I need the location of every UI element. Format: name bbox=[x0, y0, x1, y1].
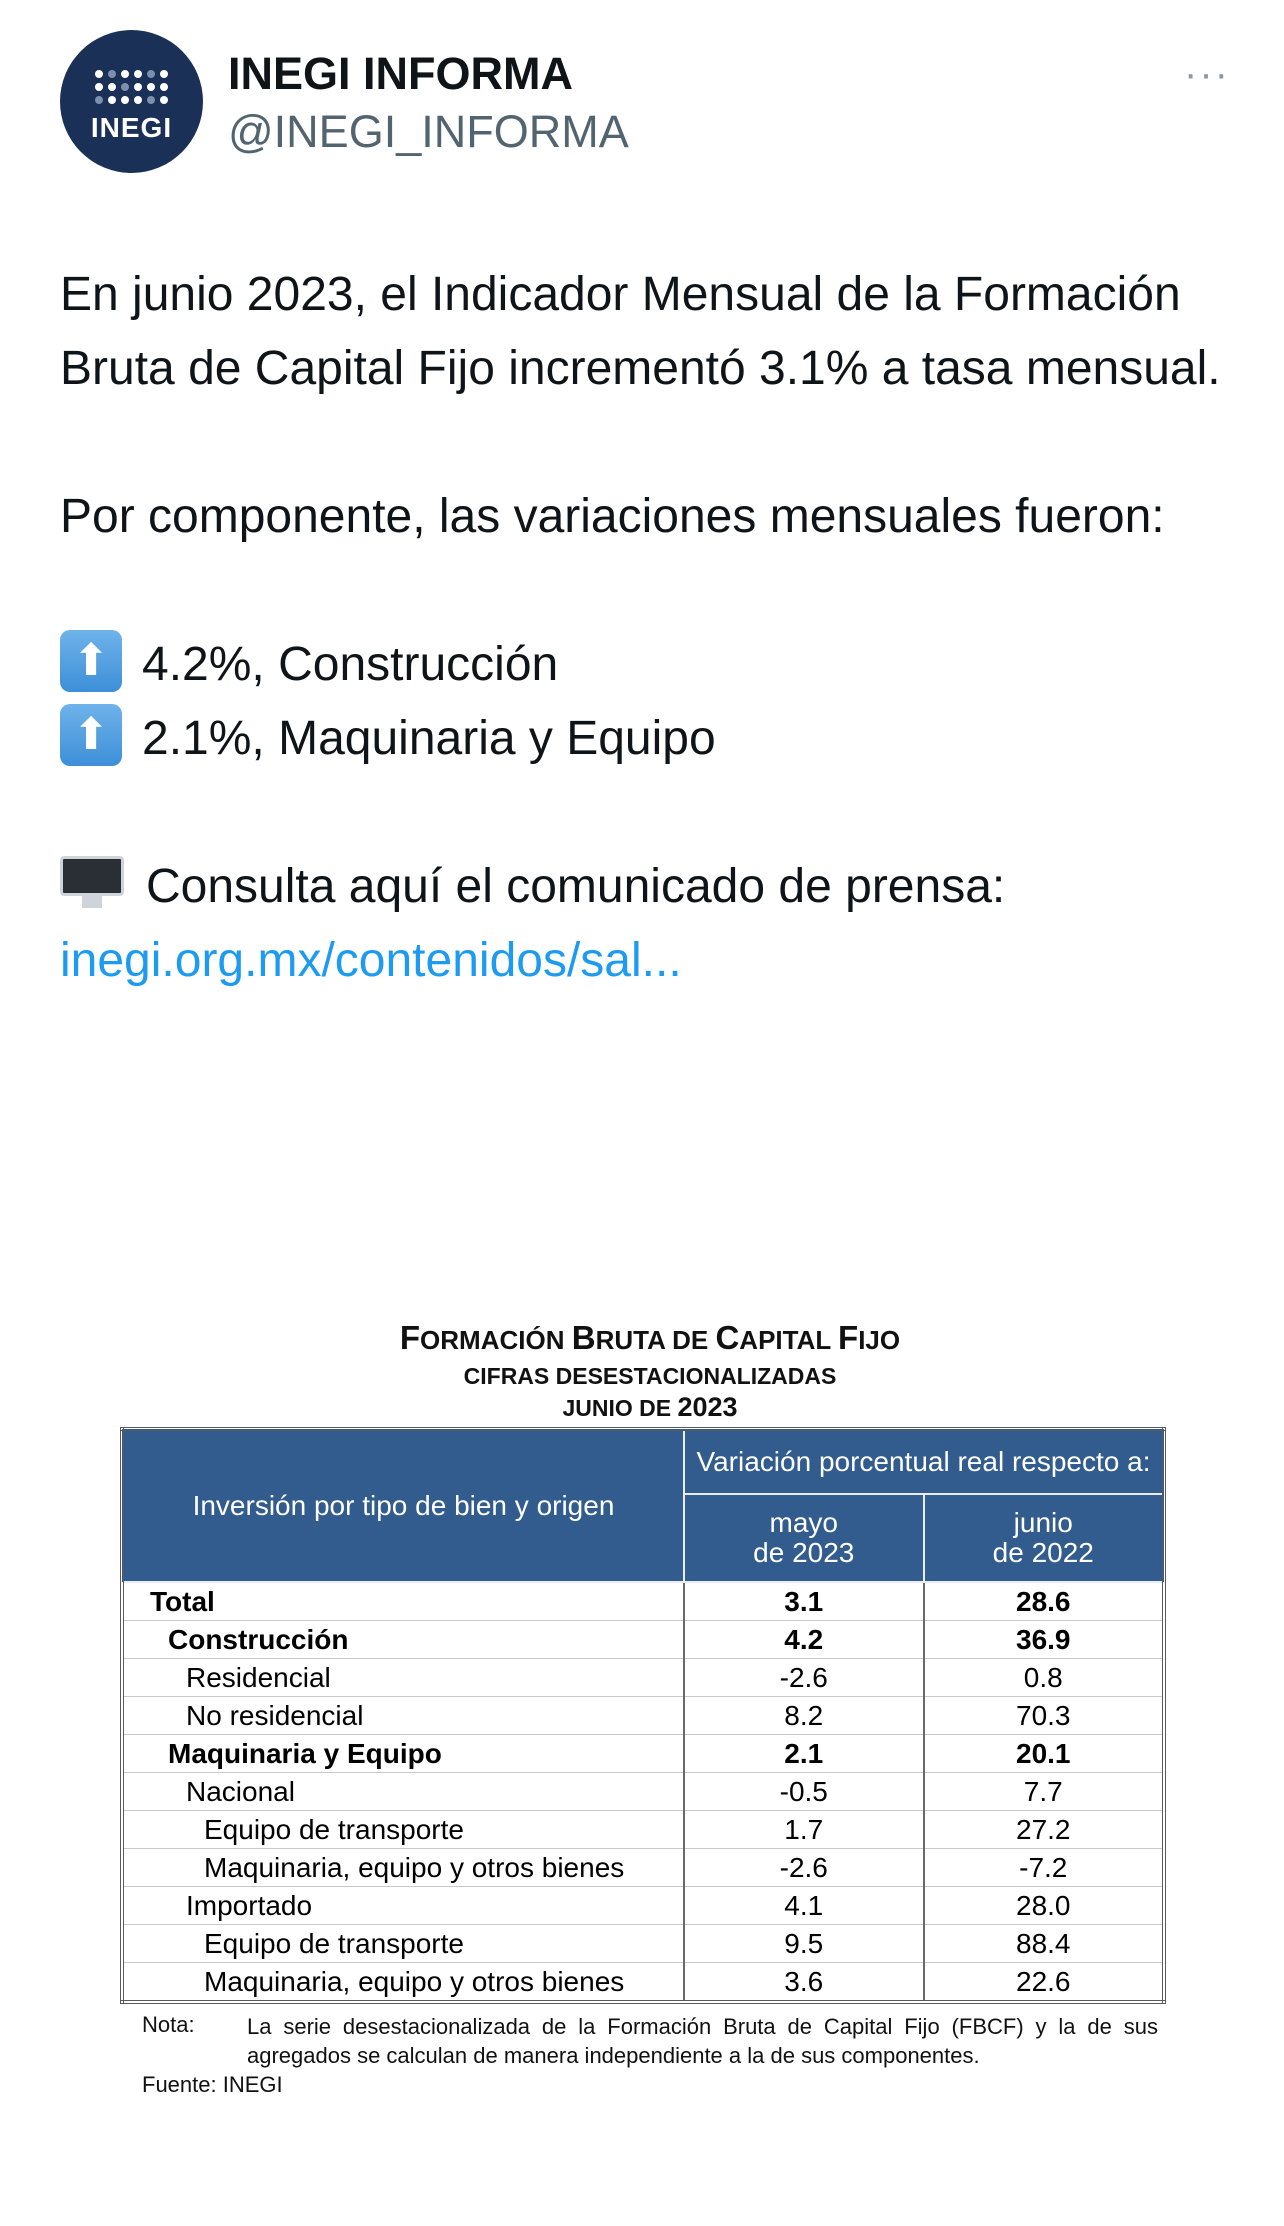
bullet-text: 2.1%, Maquinaria y Equipo bbox=[142, 712, 716, 765]
table-note bbox=[120, 2012, 1166, 2098]
figure-title: FORMACIÓN BRUTA DE CAPITAL FIJO bbox=[399, 1319, 901, 1356]
figure-period: JUNIO DE 2023 bbox=[562, 1392, 738, 1422]
table-row: Equipo de transporte 1.7 27.2 bbox=[122, 1811, 1164, 1849]
table-row: Maquinaria, equipo y otros bienes -2.6 -7.2 bbox=[122, 1849, 1164, 1887]
table-row: Residencial -2.6 0.8 bbox=[122, 1659, 1164, 1697]
table-source: Fuente: INEGI bbox=[142, 2072, 283, 2097]
bullet-construccion bbox=[60, 628, 1230, 702]
up-arrow-icon bbox=[60, 704, 122, 766]
tweet-header bbox=[60, 30, 1240, 180]
table-row: Equipo de transporte 9.5 88.4 bbox=[122, 1925, 1164, 1963]
header-group: Variación porcentual real respecto a: bbox=[684, 1429, 1164, 1494]
header-label: Inversión por tipo de bien y origen bbox=[122, 1429, 684, 1582]
note-label: Nota: bbox=[142, 2012, 195, 2037]
table-row: Importado 4.1 28.0 bbox=[122, 1887, 1164, 1925]
table-row: Total 3.1 28.6 bbox=[122, 1582, 1164, 1621]
tweet-paragraph-1: En junio 2023, el Indicador Mensual de la Formación Bruta de Capital Fijo incrementó 3.1% a tasa mensual. bbox=[60, 268, 1221, 395]
tweet-paragraph-2: Por componente, las variaciones mensuales fueron: bbox=[60, 490, 1165, 543]
inegi-logo-icon bbox=[95, 70, 168, 104]
call-to-action bbox=[60, 850, 1230, 924]
note-text: La serie desestacionalizada de la Formación Bruta de Capital Fijo (FBCF) y la de sus agregados se calculan de manera independiente a la de sus componentes. bbox=[247, 2014, 1158, 2068]
computer-icon bbox=[60, 856, 124, 908]
bullet-maquinaria bbox=[60, 702, 1230, 776]
user-handle[interactable]: @INEGI_INFORMA bbox=[228, 106, 629, 157]
display-name[interactable]: INEGI INFORMA bbox=[228, 48, 573, 99]
table-row: No residencial 8.2 70.3 bbox=[122, 1697, 1164, 1735]
avatar[interactable] bbox=[60, 30, 203, 173]
more-options-icon[interactable]: ··· bbox=[1184, 52, 1230, 96]
header-col-mayo: mayo de 2023 bbox=[684, 1494, 924, 1582]
avatar-text: INEGI bbox=[90, 111, 173, 143]
bullet-text: 4.2%, Construcción bbox=[142, 638, 559, 691]
figure-subtitle: CIFRAS DESESTACIONALIZADAS bbox=[463, 1363, 837, 1389]
press-release-link[interactable]: inegi.org.mx/contenidos/sal... bbox=[60, 934, 682, 987]
table-row: Nacional -0.5 7.7 bbox=[122, 1773, 1164, 1811]
cta-text: Consulta aquí el comunicado de prensa: bbox=[146, 860, 1006, 913]
header-col-junio: junio de 2022 bbox=[924, 1494, 1165, 1582]
tweet-text bbox=[60, 258, 1230, 998]
table-row: Construcción 4.2 36.9 bbox=[122, 1621, 1164, 1659]
table-row: Maquinaria, equipo y otros bienes 3.6 22.6 bbox=[122, 1963, 1164, 2003]
up-arrow-icon bbox=[60, 630, 122, 692]
attached-image[interactable] bbox=[120, 1318, 1180, 2098]
fbcf-table bbox=[120, 1427, 1166, 2004]
table-row: Maquinaria y Equipo 2.1 20.1 bbox=[122, 1735, 1164, 1773]
